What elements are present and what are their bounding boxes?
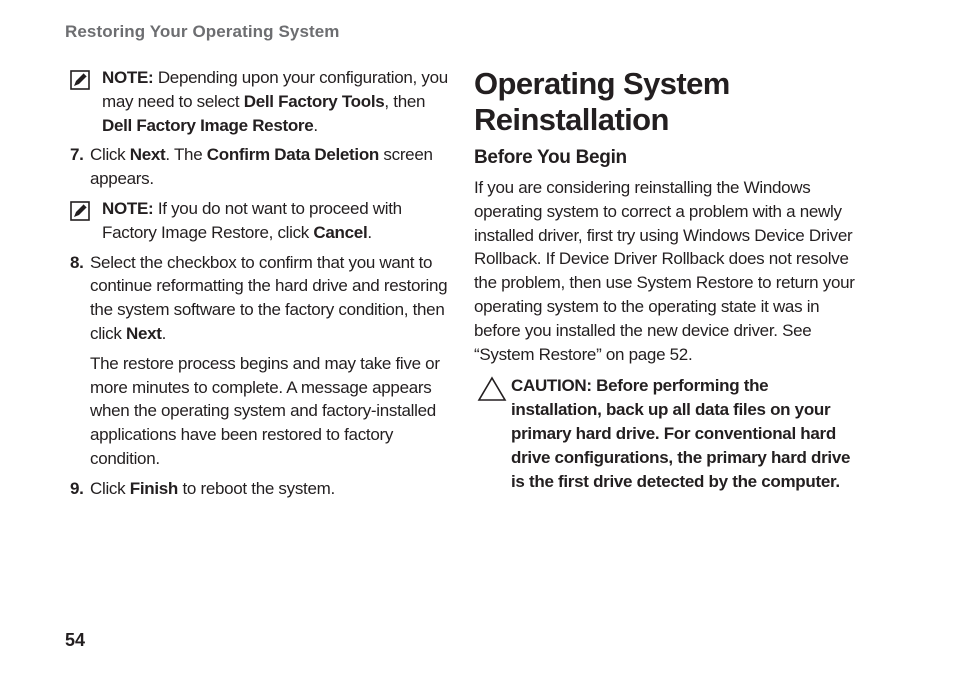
note-text: .: [313, 115, 318, 135]
page-number: 54: [65, 630, 86, 650]
caution-block: [474, 374, 860, 493]
step-text: Select the checkbox to confirm that you want to continue reformatting the hard drive and restoring the system software to the factory condition, then click: [90, 252, 448, 343]
note-label: NOTE:: [102, 68, 154, 87]
caution-text: CAUTION: Before performing the installation, back up all data files on your primary hard drive. For conventional hard drive configurations, the primary hard drive is the first drive detected by the computer.: [511, 376, 851, 491]
step-number: 9.: [70, 478, 84, 498]
note-cancel: [68, 197, 454, 245]
menu-option-dell-factory-image-restore: Dell Factory Image Restore: [102, 115, 314, 135]
running-head: Restoring Your Operating System: [65, 22, 340, 41]
button-name-cancel: Cancel: [313, 222, 368, 242]
left-column: [68, 66, 454, 507]
button-name-next: Next: [125, 323, 162, 343]
note-text: , then: [384, 91, 426, 111]
step-7: [68, 143, 454, 191]
note-text: Depending upon your configuration, you may need to select: [102, 68, 448, 111]
step-8: [68, 251, 454, 346]
step-text: to reboot the system.: [178, 478, 335, 498]
pencil-note-icon: [70, 70, 90, 90]
pencil-note-icon: [70, 201, 90, 221]
step-9: [68, 477, 454, 501]
step-number: 8.: [70, 252, 84, 272]
button-name-next: Next: [129, 145, 166, 165]
subsection-title: Before You Begin: [474, 147, 627, 168]
step-number: 7.: [70, 145, 84, 165]
step-text: Click: [90, 478, 130, 498]
step-text: Click: [90, 145, 130, 165]
caution-triangle-icon: [477, 376, 507, 402]
step-8-detail: The restore process begins and may take five or more minutes to complete. A message appears when the operating system and factory-installed applications have been restored to factory condition.: [90, 353, 440, 468]
menu-option-dell-factory-tools: Dell Factory Tools: [243, 91, 385, 111]
note-configuration: [68, 66, 454, 137]
right-column: [474, 66, 860, 493]
button-name-finish: Finish: [129, 478, 179, 498]
note-text: If you do not want to proceed with Factory Image Restore, click: [102, 198, 402, 242]
step-text: screen appears.: [90, 145, 433, 189]
screen-name-confirm-data-deletion: Confirm Data Deletion: [206, 145, 379, 165]
note-text: .: [367, 222, 372, 242]
step-text: . The: [165, 145, 207, 165]
section-title: Operating System Reinstallation: [474, 66, 730, 137]
note-label: NOTE:: [102, 198, 154, 218]
step-text: .: [161, 323, 167, 343]
body-paragraph: If you are considering reinstalling the Windows operating system to correct a problem with a newly installed driver, first try using Windows Device Driver Rollback. If Device Driver Rollback does not resolve the problem, then use System Restore to return your operating system to the operating state it was in before you installed the new device driver. See “System Restore” on page 52.: [474, 178, 855, 364]
